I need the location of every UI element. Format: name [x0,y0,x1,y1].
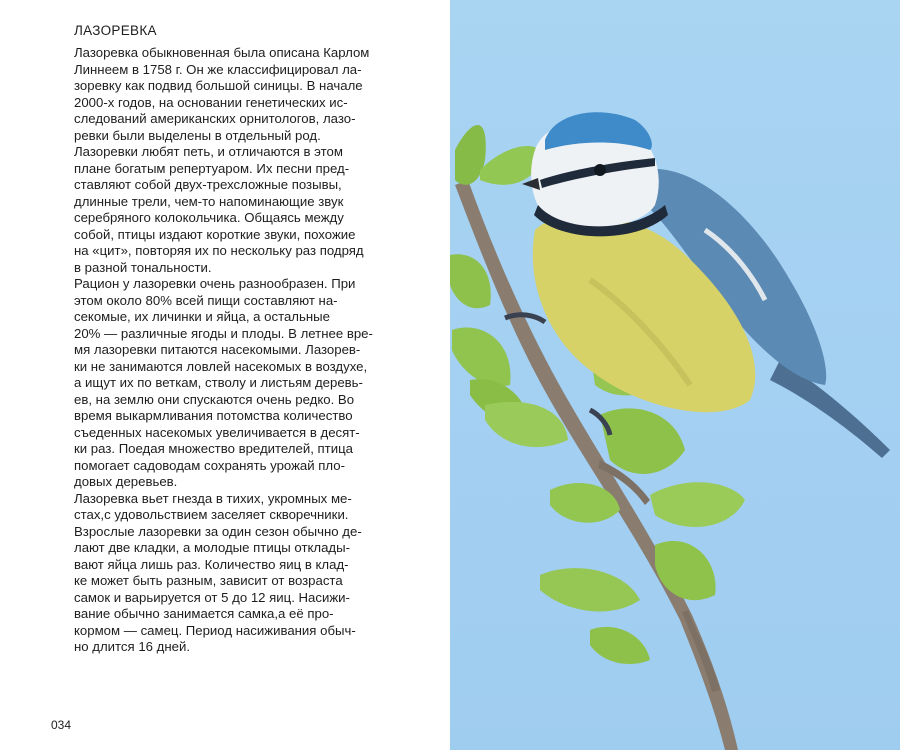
bird-photo [450,0,900,750]
text-line: Взрослые лазоревки за один сезон обычно де- [74,523,362,539]
article-title: ЛАЗОРЕВКА [74,23,157,38]
text-line: кормом — самец. Период насиживания обыч- [74,622,356,638]
text-line: Рацион у лазоревки очень разнообразен. При [74,276,356,291]
blue-tit-illustration [450,0,900,750]
text-line: на «цит», повторяя их по нескольку раз подряд [74,243,364,258]
text-line: вают яйца лишь раз. Количество яиц в клад- [74,556,349,572]
article-body [74,45,394,656]
text-line: а ищут их по веткам, стволу и листьям деревь- [74,375,363,390]
text-line: секомые, их личинки и яйца, а остальные [74,309,330,324]
text-line: следований американских орнитологов, лазо- [74,111,356,126]
text-line: съеденных насекомых увеличивается в десят- [74,424,360,440]
leaf [590,627,650,664]
text-line: помогает садоводам сохранять урожай пло- [74,457,345,473]
text-line: ев, на землю они спускаются очень редко. Во [74,391,355,407]
text-line: ки раз. Поедая множество вредителей, птица [74,441,353,456]
text-line: Лазоревка вьет гнезда в тихих, укромных ме- [74,490,352,506]
text-line: этом около 80% всей пищи составляют на- [74,292,338,308]
text-line: стах,с удовольствием заселяет скворечники. [74,507,349,522]
text-line: довых деревьев. [74,474,178,489]
text-line: собой, птицы издают короткие звуки, похожие [74,226,356,242]
page-number: 034 [51,718,72,732]
leaf [650,482,745,527]
text-line: самок и варьируется от 5 до 12 яиц. Насижи- [74,589,350,605]
leaf [450,254,491,308]
text-line: в разной тональности. [74,259,212,275]
eye [594,164,606,176]
text-line: время выкармливания потомства количество [74,408,353,423]
text-line: длинные трели, чем-то напоминающие звук [74,193,344,209]
beak [522,178,540,190]
text-line: ке может быть разным, зависит от возраста [74,573,343,588]
text-line: зоревку как подвид большой синицы. В начале [74,78,363,93]
text-line: но длится 16 дней. [74,639,191,654]
leaf [540,568,640,611]
text-line: Линнеем в 1758 г. Он же классифицировал ла- [74,61,362,77]
text-line: мя лазоревки питаются насекомыми. Лазорев- [74,342,361,357]
text-line: 2000-х годов, на основании генетических ис- [74,94,348,110]
text-line: ки не занимаются ловлей насекомых в воздухе, [74,358,368,374]
leaf [655,541,716,600]
text-line: плане богатым репертуаром. Их песни пред- [74,160,350,176]
text-line: Лазоревки любят петь, и отличаются в этом [74,144,343,159]
text-line: ревки были выделены в отдельный род. [74,127,321,143]
text-line: лают две кладки, а молодые птицы отклады- [74,540,350,555]
text-line: Лазоревка обыкновенная была описана Карлом [74,45,370,60]
leaf [452,327,510,386]
text-line: вание обычно занимается самка,а её про- [74,606,334,621]
twig [682,610,720,692]
tail [770,360,890,458]
leaf [600,408,685,474]
text-line: 20% — различные ягоды и плоды. В летнее вре- [74,325,373,341]
text-line: ставляют собой двух-трехсложные позывы, [74,177,342,192]
text-line: серебряного колокольчика. Общаясь между [74,210,344,225]
